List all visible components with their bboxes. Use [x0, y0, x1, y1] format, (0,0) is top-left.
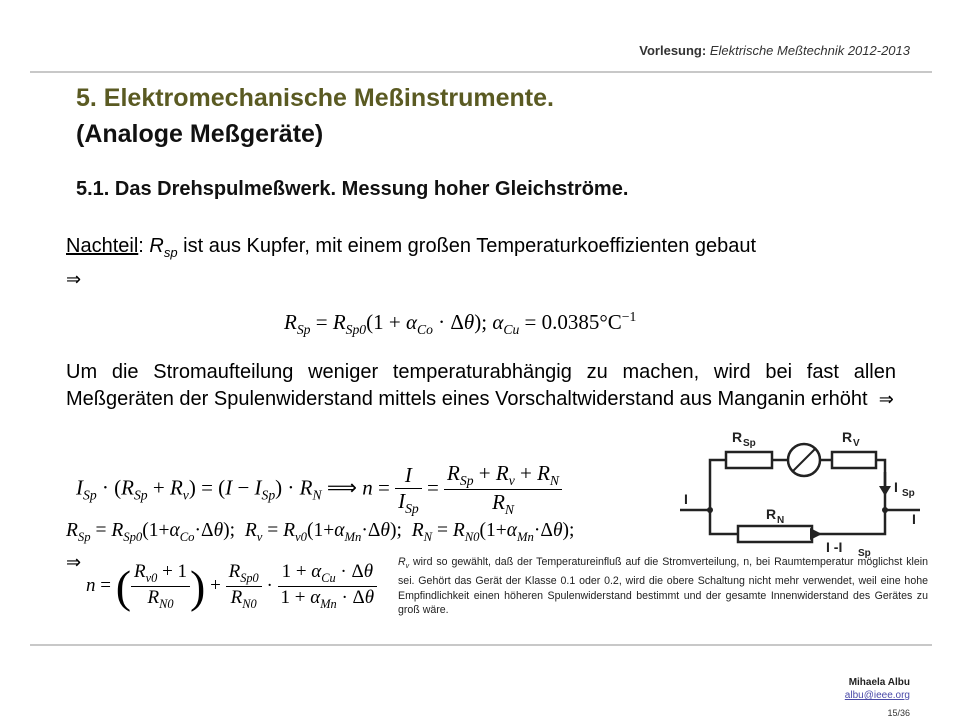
section-subtitle: 5.1. Das Drehspulmeßwerk. Messung hoher Gleichströme.	[76, 178, 629, 200]
label-rsp-sub: Sp	[743, 438, 756, 449]
rsp-symbol: $R_{sp}$	[149, 235, 178, 260]
label-rn-sub: N	[777, 515, 785, 526]
implies-arrow-1: ⇒	[66, 269, 82, 290]
circuit-diagram	[680, 420, 932, 558]
top-divider	[30, 71, 932, 73]
alpha-cu-value: 0.0385°C	[541, 310, 622, 334]
current-arrow-rn	[810, 528, 822, 540]
author-name: Mihaela Albu	[848, 677, 910, 688]
resistor-rv	[832, 452, 876, 468]
label-i-left: I	[684, 491, 688, 507]
formula-resistances: $R_{Sp} = R_{Sp0}(1+\alpha_{Co}\cdot\Delta\theta)$; $R_v = R_{v0}(1+\alpha_{Mn}\cdot\Delta\theta)$; $R_N = R_{N0}(1+\alpha_{Mn}\cdot\Delta\theta)$;	[66, 520, 575, 544]
formula-rsp-temperature: $R_{Sp} = R_{Sp0}(1 + \alpha_{Co} \cdot \Delta\theta)$; $\alpha_{Cu} = 0.0385^\circ C^{-1}$	[284, 309, 637, 338]
label-rv: R	[842, 429, 853, 445]
stromaufteilung-text: Um die Stromaufteilung weniger temperaturabhängig zu machen, wird bei fast allen Meßgeräten der Spulenwiderstand mittels eines Vorschaltwiderstand aus Manganin erhöht	[66, 361, 896, 410]
slide-title: 5. Elektromechanische Meßinstrumente.	[76, 84, 554, 112]
label-i-right: I	[912, 511, 916, 527]
formula-current-divider: $I_{Sp} \cdot (R_{Sp} + R_v) = (I - I_{Sp}) \cdot R_N$ ⟹ n = $\frac{I}{I_{Sp}}$ = $\frac{R_{Sp} + R_v + R_N}{R_N}$	[76, 461, 562, 518]
author-email-link[interactable]: albu@ieee.org	[844, 690, 910, 701]
label-rsp: R	[732, 429, 743, 445]
nachteil-text: ist aus Kupfer, mit einem großen Temperaturkoeffizienten gebaut	[183, 235, 757, 257]
course-header	[639, 43, 910, 58]
label-i-minus-isp: I -I	[826, 539, 843, 555]
current-arrow-isp	[879, 486, 891, 496]
label-rv-sub: V	[853, 438, 860, 449]
page-number: 15/36	[887, 708, 910, 718]
resistor-rn	[738, 526, 812, 542]
course-label: Vorlesung:	[639, 43, 707, 58]
formula-ratio-n: n = ( $\frac{R_{v0} + 1}{R_{N0}}$ ) + $\frac{R_{Sp0}}{R_{N0}}$ · $\frac{1 + \alpha_{Cu} \cdot \Delta\theta}{1 + \alpha_{Mn} \cdot \Delta\theta}$	[86, 560, 377, 613]
slide-title-line2: (Analoge Meßgeräte)	[76, 120, 324, 148]
label-isp: I	[894, 479, 898, 495]
nachteil-label: Nachteil	[66, 235, 139, 257]
paragraph-nachteil: Nachteil: $R_{sp}$ ist aus Kupfer, mit einem großen Temperaturkoeffizienten gebaut ⇒	[66, 235, 757, 290]
label-rn: R	[766, 506, 777, 522]
label-i-minus-isp-sub: Sp	[858, 548, 871, 558]
paragraph-stromaufteilung	[66, 359, 896, 413]
explanatory-note: $R_v$ wird so gewählt, daß der Temperatureinfluß auf die Stromverteilung, n, bei Raumtemperatur möglichst klein sei. Gehört das Gerät der Klasse 0.1 oder 0.2, wird die obere Schaltung nicht mehr verwendet, weil eine hohe Empfindlichkeit einen höheren Spulenwiderstand bestimmt und der gesamte Innenwiderstand des Gerätes zu groß wäre.	[398, 556, 928, 616]
label-isp-sub: Sp	[902, 488, 915, 499]
note-text: wird so gewählt, daß der Temperatureinfluß auf die Stromverteilung, n, bei Raumtemperatur möglichst klein sei. Gehört das Gerät der Klasse 0.1 oder 0.2, wird die obere Schaltung nicht mehr verwendet, weil eine hohe Empfindlichkeit einen höheren Spulenwiderstand bestimmt und der gesamte Innenwiderstand des Gerätes zu groß wäre.	[398, 556, 928, 616]
bottom-divider	[30, 644, 932, 646]
resistor-rsp	[726, 452, 772, 468]
course-name: Elektrische Meßtechnik 2012-2013	[709, 43, 910, 58]
implies-arrow-2: ⇒	[878, 389, 894, 410]
implies-arrow-3: ⇒	[66, 552, 82, 573]
